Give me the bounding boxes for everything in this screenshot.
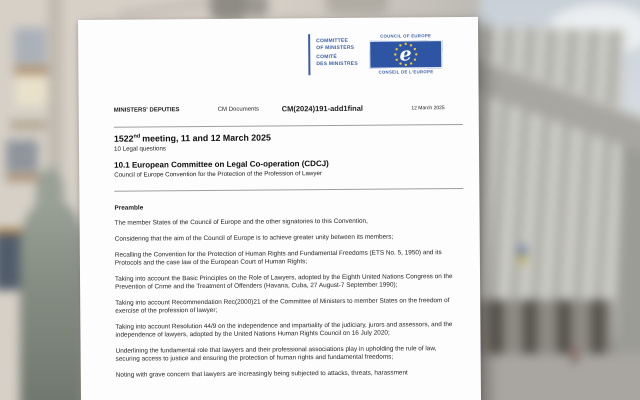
agenda-item-title: 10.1 European Committee on Legal Co-operation (CDCJ)	[114, 159, 329, 170]
window-lintel	[6, 174, 40, 181]
preamble-paragraph: Taking into account the Basic Principles on the Role of Lawyers, adopted by the Eighth United Nations Congress on the Prevention of Crime and the Treatment of Offenders (Havana, Cuba, 27 August-7 September 1990);	[115, 273, 453, 291]
meeting-title-rest: meeting, 11 and 12 March 2025	[142, 132, 271, 144]
agenda-item-subtitle: Council of Europe Convention for the Protection of the Profession of Lawyer	[114, 170, 322, 179]
council-of-europe-label-fr: CONSEIL DE L'EUROPE	[378, 69, 434, 75]
ordinal-suffix: nd	[133, 133, 141, 140]
preamble-paragraph: Considering that the aim of the Council of Europe is to achieve greater unity between its members;	[114, 233, 394, 243]
window-lintel	[14, 66, 48, 74]
preamble-paragraph: The member States of the Council of Europe and the other signatories to this Convention,	[114, 217, 368, 227]
agenda-section: 10 Legal questions	[113, 145, 166, 153]
doc-series-label: CM Documents	[217, 106, 260, 113]
document-page	[78, 17, 481, 400]
facade-window	[10, 120, 46, 130]
preamble-paragraph: Taking into account Resolution 44/9 on the independence and impartiality of the judiciary, jurors and assessors, and the independence of lawyers, adopted by the United Nations Human Rights Council on 16 July 2020;	[115, 321, 453, 339]
meeting-number: 1522	[113, 133, 134, 144]
council-of-europe-logo	[367, 33, 445, 75]
facade-window	[6, 140, 38, 172]
preamble-paragraph: Recalling the Convention for the Protection of Human Rights and Fundamental Freedoms (ETS No. 5, 1950) and its Protocols and the case law of the European Court of Human Rights;	[114, 249, 442, 267]
document-date: 12 March 2025	[411, 105, 445, 112]
logo-line: OF MINISTERS	[316, 44, 355, 51]
committee-of-ministers-logo	[308, 33, 445, 75]
preamble-paragraph: Taking into account Recommendation Rec(2000)21 of the Committee of Ministers to member States on the freedom of exercise of the profession of lawyer;	[115, 297, 450, 315]
facade-window	[14, 28, 46, 64]
facade-panel	[16, 76, 48, 106]
fir-tree	[20, 200, 84, 400]
facade-blur-blob	[210, 0, 248, 20]
stars-emblem-icon	[369, 40, 442, 69]
emblem-letter: e	[399, 42, 413, 65]
preamble-paragraph: Noting with grave concern that lawyers are increasingly being subjected to attacks, threats, harassment	[115, 369, 408, 379]
meeting-title	[114, 131, 463, 144]
section-heading: Preamble	[114, 204, 144, 212]
facade-blur-blob	[246, 0, 268, 16]
logo-line: COMMITTEE	[316, 37, 349, 45]
title-divider	[114, 188, 463, 192]
header-divider	[114, 124, 463, 128]
document-header-row	[114, 101, 463, 114]
document-content	[114, 101, 465, 380]
ukrainian-flag	[519, 246, 526, 264]
facade-blur-blob	[326, 0, 388, 14]
ministers-deputies-label: MINISTERS' DEPUTIES	[113, 107, 180, 114]
preamble-paragraph: Underlining the fundamental role that lawyers and their professional associations play in upholding the rule of law, securing access to justice and ensuring the protection of human rights and fundamental freedoms;	[115, 345, 437, 363]
council-of-europe-emblem	[369, 40, 442, 69]
committee-wordmark	[308, 34, 358, 75]
council-of-europe-label-en: COUNCIL OF EUROPE	[380, 33, 432, 39]
pedestrian-figure	[572, 350, 577, 363]
logo-line: COMITÉ	[316, 53, 337, 61]
logo-line: DES MINISTRES	[316, 60, 358, 67]
document-reference: CM(2024)191-add1final	[281, 103, 364, 114]
